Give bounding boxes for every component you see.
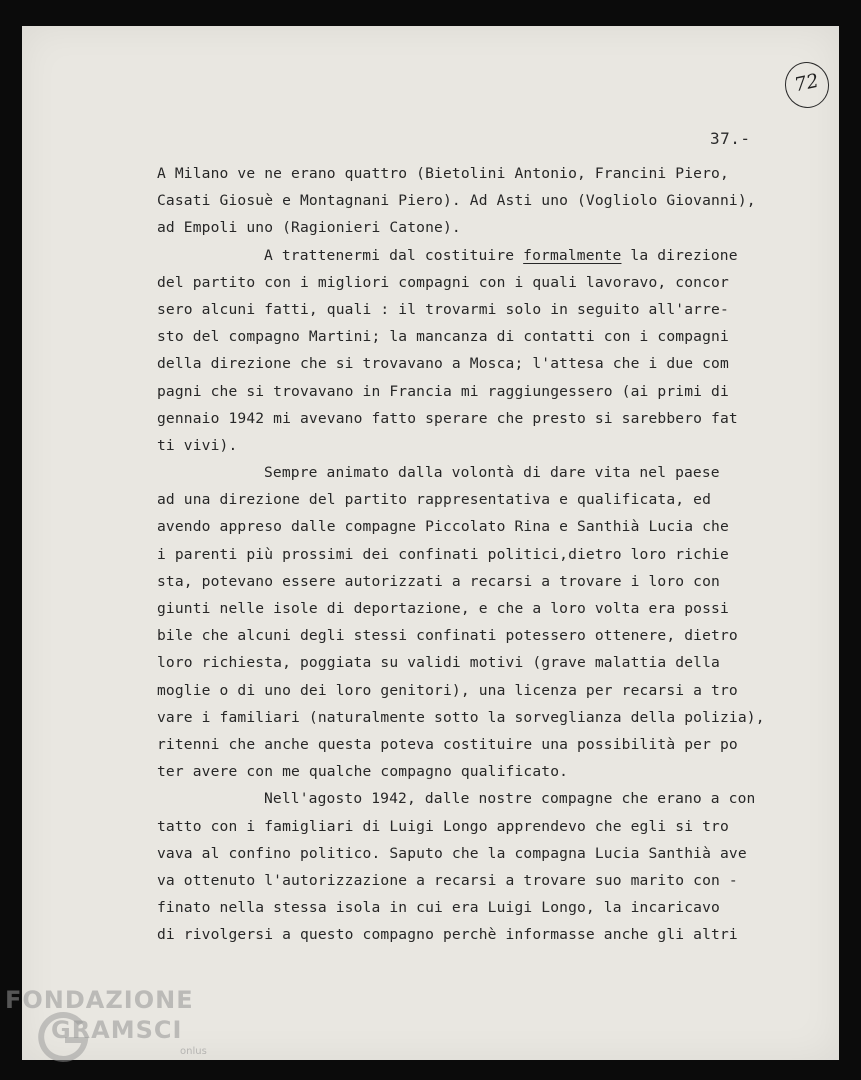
text-line-formalmente: A trattenermi dal costituire formalmente la direzione [264, 246, 738, 264]
text-line: della direzione che si trovavano a Mosca; l'attesa che i due com [157, 355, 729, 373]
text-line: ad Empoli uno (Ragionieri Catone). [157, 219, 461, 237]
text-line: tatto con i famigliari di Luigi Longo apprendevo che egli si tro [157, 817, 729, 835]
text-line: ter avere con me qualche compagno qualificato. [157, 763, 569, 781]
text-line: ad una direzione del partito rappresentativa e qualificata, ed [157, 491, 712, 509]
text-line: vava al confino politico. Saputo che la compagna Lucia Santhià ave [157, 844, 747, 862]
text-line: ti vivi). [157, 436, 238, 454]
text-line: Nell'agosto 1942, dalle nostre compagne che erano a con [264, 790, 756, 808]
document-body [157, 160, 827, 948]
archive-number-stamp [781, 58, 834, 112]
text-line: Sempre animato dalla volontà di dare vita nel paese [264, 464, 720, 482]
text-line: ritenni che anche questa poteva costituire una possibilità per po [157, 735, 738, 753]
text-line: sto del compagno Martini; la mancanza di contatti con i compagni [157, 328, 729, 346]
text-line: bile che alcuni degli stessi confinati potessero ottenere, dietro [157, 627, 738, 645]
text-line: vare i familiari (naturalmente sotto la sorveglianza della polizia), [157, 708, 765, 726]
text-line: del partito con i migliori compagni con i quali lavoravo, concor [157, 273, 729, 291]
text-line: pagni che si trovavano in Francia mi raggiungessero (ai primi di [157, 382, 729, 400]
text-line: A Milano ve ne erano quattro (Bietolini Antonio, Francini Piero, [157, 165, 729, 182]
text-line: sero alcuni fatti, quali : il trovarmi solo in seguito all'arre- [157, 300, 729, 318]
text-line: gennaio 1942 mi avevano fatto sperare che presto si sarebbero fat [157, 409, 738, 427]
watermark-line1: FONDAZIONE [5, 986, 194, 1014]
text-line: Casati Giosuè e Montagnani Piero). Ad Asti uno (Vogliolo Giovanni), [157, 192, 756, 210]
text-line: sta, potevano essere autorizzati a recarsi a trovare i loro con [157, 572, 720, 590]
text-line: avendo appreso dalle compagne Piccolato Rina e Santhià Lucia che [157, 518, 729, 536]
archive-number: 72 [792, 69, 821, 97]
text-line: i parenti più prossimi dei confinati politici,dietro loro richie [157, 545, 729, 563]
page-number: 37.- [710, 129, 751, 148]
fondazione-gramsci-watermark [5, 986, 225, 1076]
underlined-word: formalmente [523, 246, 622, 264]
text-line: finato nella stessa isola in cui era Luigi Longo, la incaricavo [157, 899, 720, 917]
text-line: giunti nelle isole di deportazione, e che a loro volta era possi [157, 600, 729, 617]
watermark-onlus: onlus [180, 1046, 207, 1057]
text-line: moglie o di uno dei loro genitori), una licenza per recarsi a tro [157, 681, 738, 699]
text-line: va ottenuto l'autorizzazione a recarsi a trovare suo marito con - [157, 871, 738, 889]
watermark-line2: GRAMSCI [51, 1016, 183, 1044]
text-line: loro richiesta, poggiata su validi motivi (grave malattia della [157, 654, 720, 672]
text-line: di rivolgersi a questo compagno perchè informasse anche gli altri [157, 926, 738, 944]
